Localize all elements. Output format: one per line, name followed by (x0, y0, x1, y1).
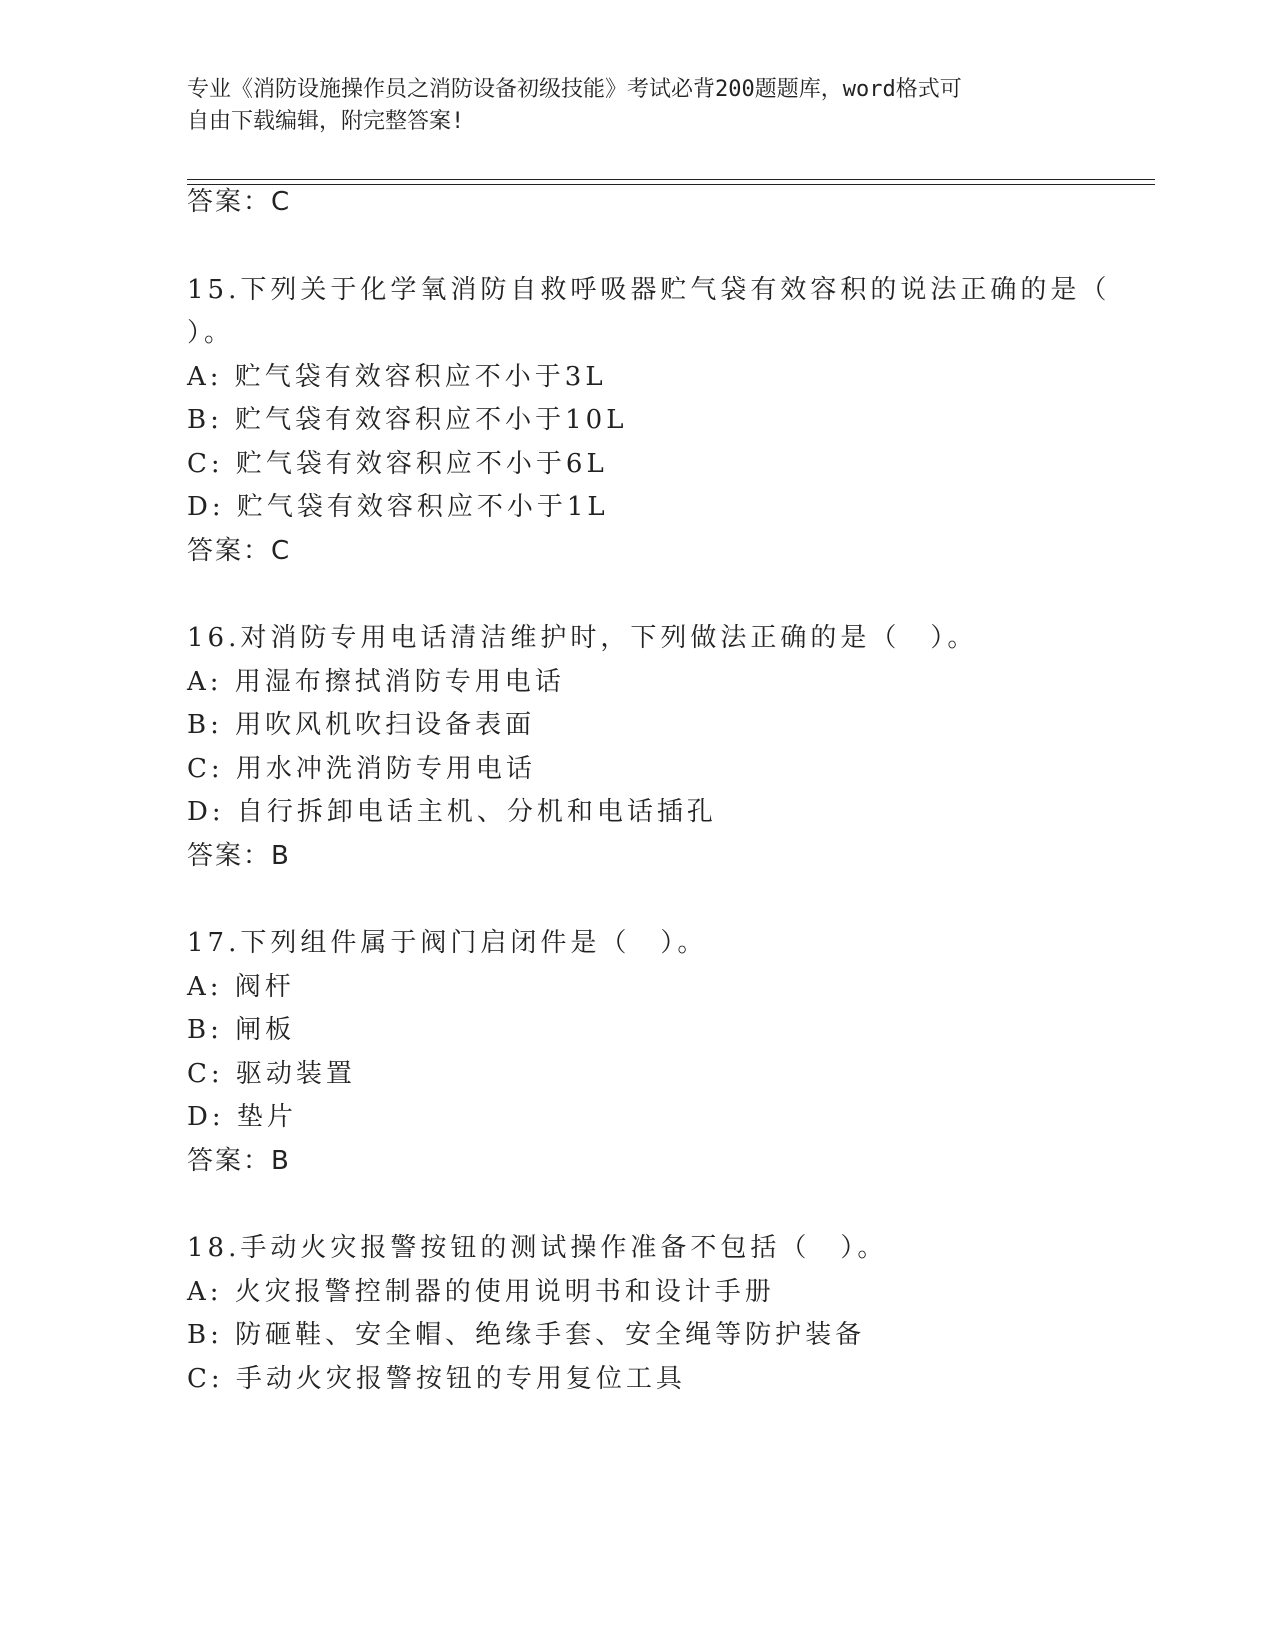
option-a: A: 用湿布擦拭消防专用电话 (187, 667, 565, 697)
question-stem: 17.下列组件属于阀门启闭件是（ ）。 (187, 928, 708, 958)
option-c: C: 用水冲洗消防专用电话 (187, 754, 536, 784)
option-c: C: 手动火灾报警按钮的专用复位工具 (187, 1364, 686, 1394)
header-divider-bottom (187, 184, 1155, 185)
option-d: D: 自行拆卸电话主机、分机和电话插孔 (187, 797, 717, 827)
answer-line: 答案：B (187, 841, 291, 871)
answer-line: 答案：C (187, 536, 292, 566)
option-a: A: 火灾报警控制器的使用说明书和设计手册 (187, 1277, 775, 1307)
question-stem-continued: ）。 (187, 318, 235, 348)
option-b: B: 闸板 (187, 1015, 296, 1045)
question-stem: 16.对消防专用电话清洁维护时，下列做法正确的是（ ）。 (187, 623, 978, 653)
option-b: B: 贮气袋有效容积应不小于10L (187, 405, 628, 435)
answer-line: 答案：C (187, 187, 292, 217)
question-stem: 15.下列关于化学氧消防自救呼吸器贮气袋有效容积的说法正确的是（ (187, 275, 1111, 305)
header-line-2: 自由下载编辑，附完整答案! (187, 109, 465, 134)
option-a: A: 贮气袋有效容积应不小于3L (187, 362, 607, 392)
question-stem: 18.手动火灾报警按钮的测试操作准备不包括（ ）。 (187, 1233, 888, 1263)
header-line-1: 专业《消防设施操作员之消防设备初级技能》考试必背200题题库，word格式可 (187, 77, 962, 102)
option-c: C: 驱动装置 (187, 1059, 356, 1089)
option-d: D: 贮气袋有效容积应不小于1L (187, 492, 609, 522)
option-b: B: 防砸鞋、安全帽、绝缘手套、安全绳等防护装备 (187, 1320, 866, 1350)
option-c: C: 贮气袋有效容积应不小于6L (187, 449, 608, 479)
option-d: D: 垫片 (187, 1102, 297, 1132)
option-b: B: 用吹风机吹扫设备表面 (187, 710, 536, 740)
option-a: A: 阀杆 (187, 972, 295, 1002)
answer-line: 答案：B (187, 1146, 291, 1176)
document-header (187, 74, 1067, 138)
header-divider-top (187, 179, 1155, 180)
